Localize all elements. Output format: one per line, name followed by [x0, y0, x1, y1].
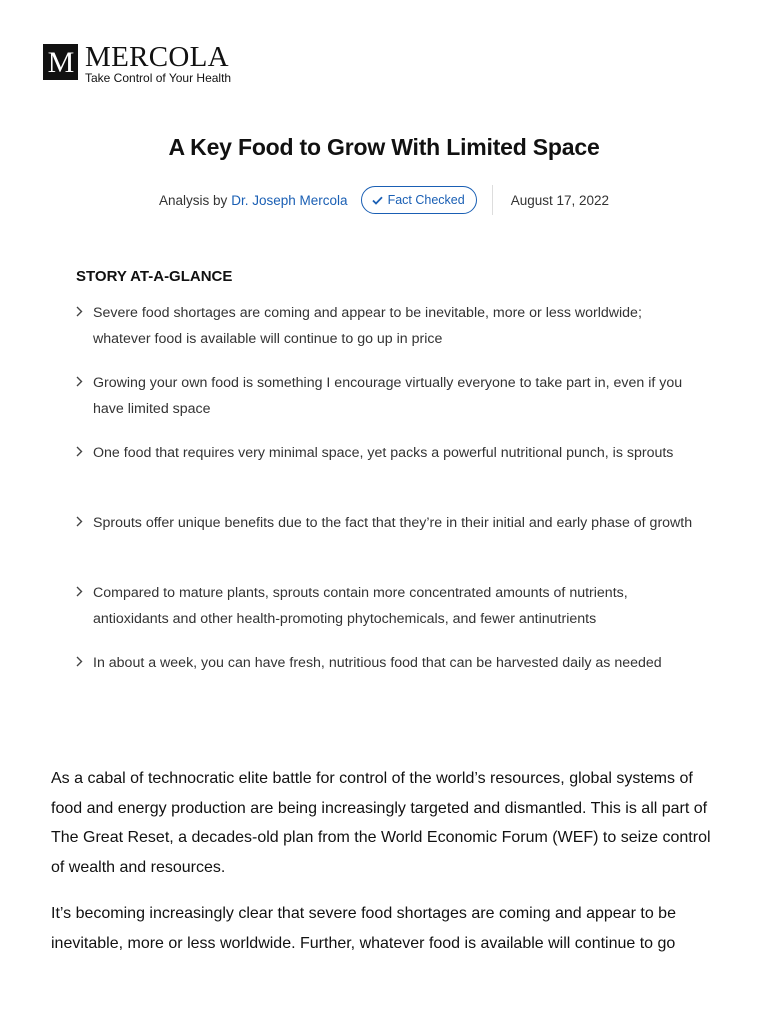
glance-item [76, 370, 696, 440]
chevron-right-icon [76, 516, 83, 527]
glance-list [76, 300, 696, 720]
glance-item [76, 510, 696, 580]
chevron-right-icon [76, 376, 83, 387]
glance-item-text: Compared to mature plants, sprouts contain more concentrated amounts of nutrients, antioxidants and other health-promoting phytochemicals, and fewer antinutrients [93, 585, 628, 627]
brand-name: MERCOLA [85, 41, 229, 73]
glance-item [76, 300, 696, 370]
glance-heading: STORY AT-A-GLANCE [76, 268, 233, 285]
chevron-right-icon [76, 446, 83, 457]
site-logo[interactable] [43, 41, 232, 85]
brand-tagline: Take Control of Your Health [85, 71, 232, 85]
logo-wordmark [85, 41, 232, 85]
byline-prefix: Analysis by [158, 192, 228, 208]
glance-item-text: Growing your own food is something I encourage virtually everyone to take part in, even if you have limited space [93, 375, 683, 417]
glance-item-text: In about a week, you can have fresh, nutritious food that can be harvested daily as needed [93, 655, 662, 671]
body-paragraph: It’s becoming increasingly clear that severe food shortages are coming and appear to be inevitable, more or less worldwide. Further, whatever food is available will continue to go [51, 905, 676, 952]
glance-item [76, 440, 696, 510]
glance-item-text: Severe food shortages are coming and appear to be inevitable, more or less worldwide; whatever food is available will continue to go up in price [93, 305, 642, 347]
byline [0, 184, 768, 216]
publish-date: August 17, 2022 [510, 192, 610, 208]
glance-item-text: Sprouts offer unique benefits due to the fact that they’re in their initial and early phase of growth [93, 515, 693, 531]
author-link[interactable]: Dr. Joseph Mercola [231, 192, 348, 208]
fact-checked-badge[interactable] [361, 186, 477, 214]
glance-item [76, 580, 696, 650]
article-title: A Key Food to Grow With Limited Space [168, 134, 600, 160]
glance-item-text: One food that requires very minimal space, yet packs a powerful nutritional punch, is sprouts [93, 445, 674, 461]
glance-item [76, 650, 696, 720]
fact-checked-label: Fact Checked [387, 193, 465, 207]
article-body [51, 764, 723, 976]
checkmark-icon [372, 196, 383, 205]
chevron-right-icon [76, 586, 83, 597]
chevron-right-icon [76, 656, 83, 667]
byline-divider [492, 185, 493, 215]
body-paragraph: As a cabal of technocratic elite battle for control of the world’s resources, global systems of food and energy production are being increasingly targeted and dismantled. This is all part of The Great Reset, a decades-old plan from the World Economic Forum (WEF) to seize control of wealth and resources. [51, 770, 711, 876]
chevron-right-icon [76, 306, 83, 317]
logo-mark: M [43, 44, 78, 80]
